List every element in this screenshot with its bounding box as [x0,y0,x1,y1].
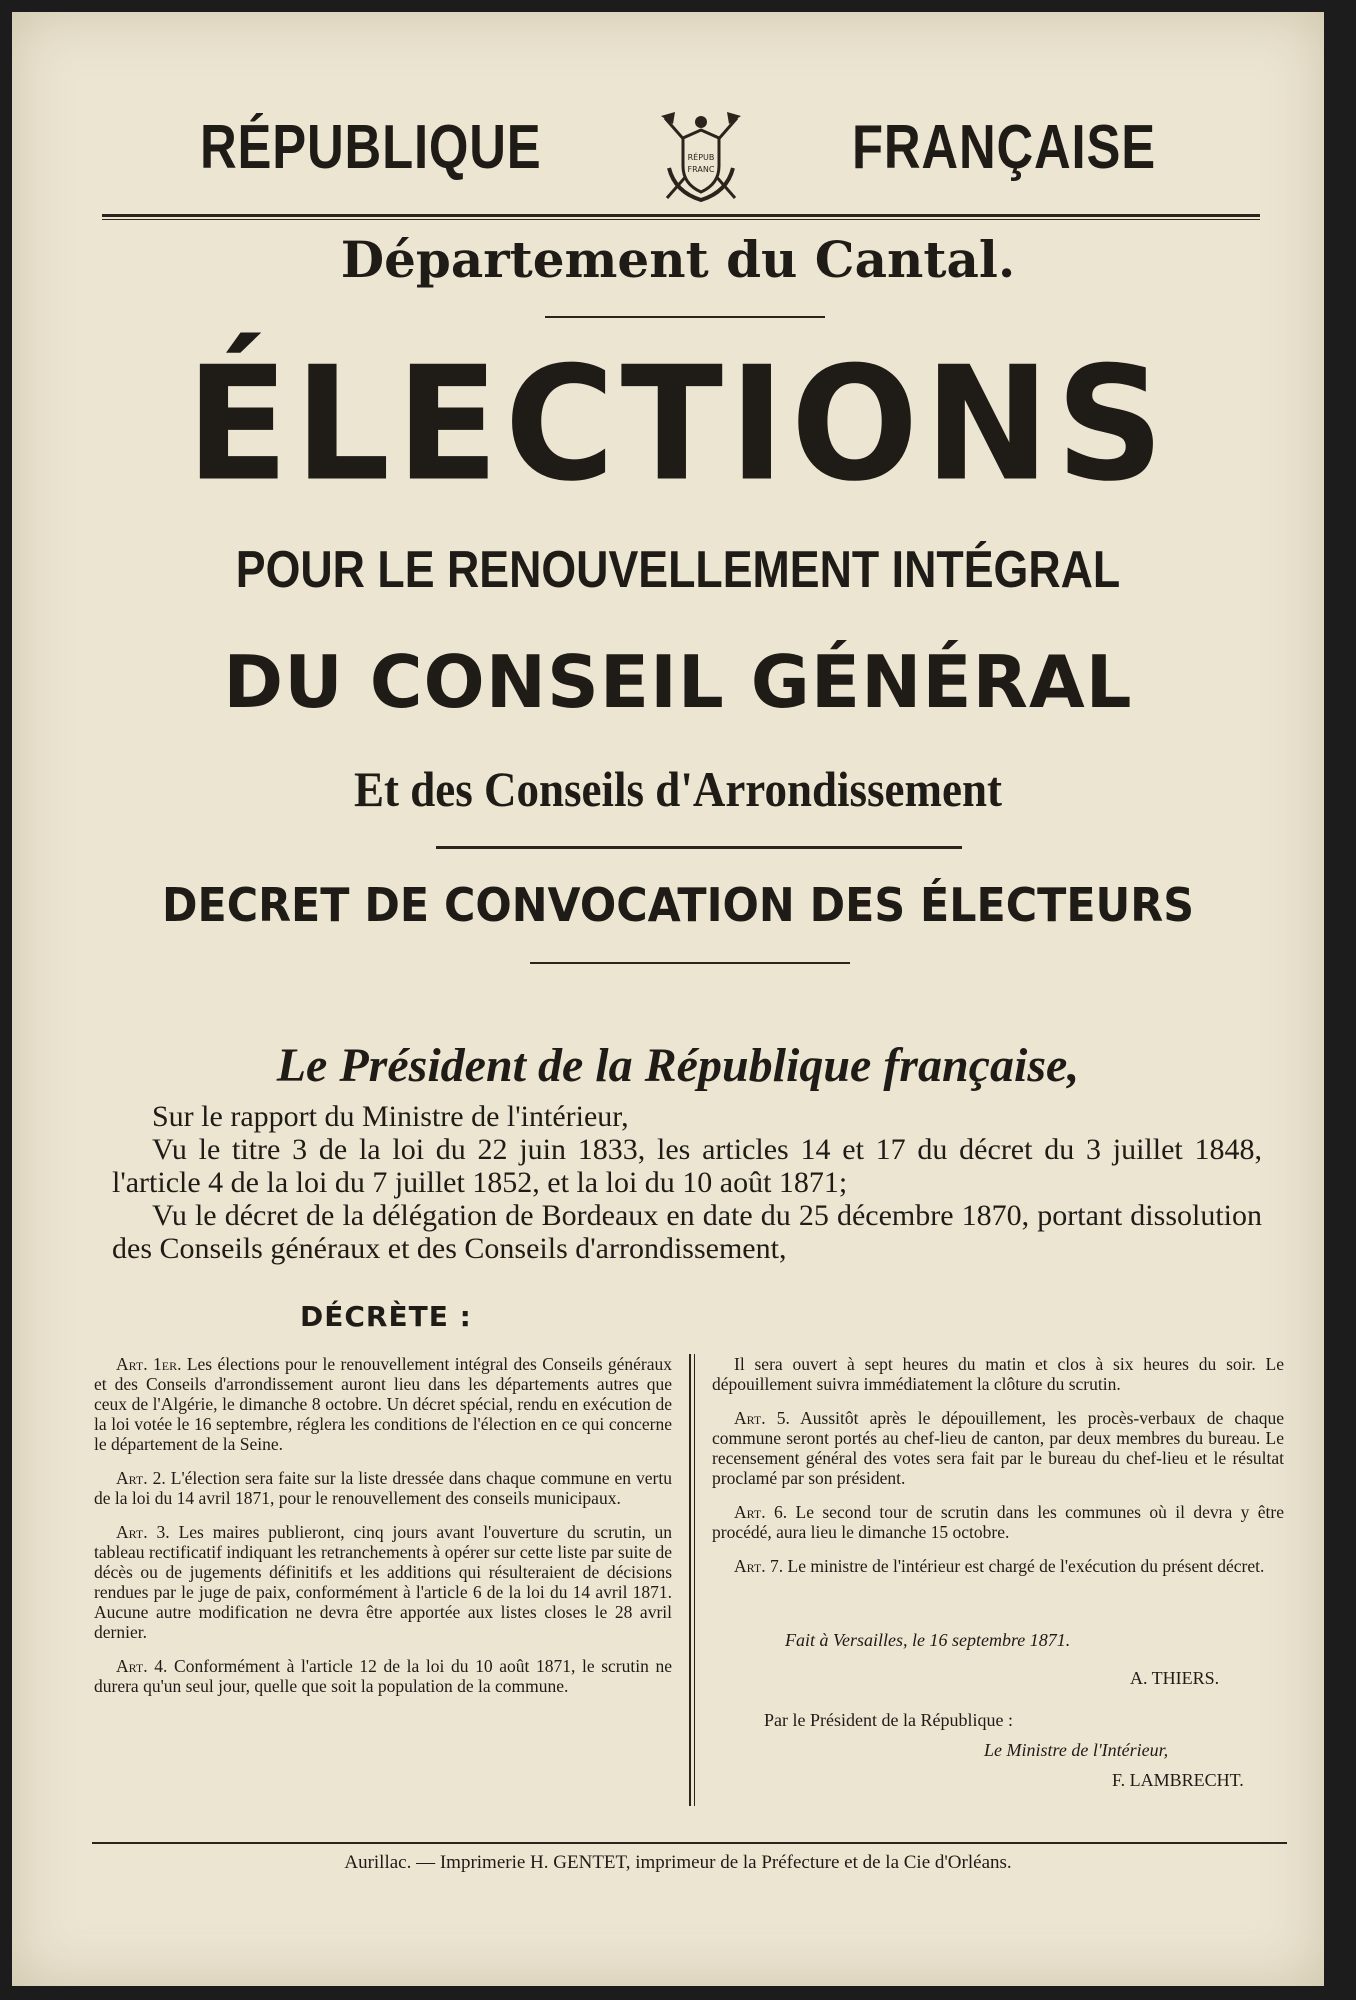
article-6-text: Le second tour de scrutin dans les communes où il devra y être procédé, aura lieu le dimanche 15 octobre. [712,1502,1284,1542]
preamble-line-2: Vu le titre 3 de la loi du 22 juin 1833, les articles 14 et 17 du décret du 3 juillet 1848, l'article 4 de la loi du 7 juillet 1852, et la loi du 10 août 1871; [112,1133,1262,1199]
emblem-text-1: RÉPUB [687,153,715,162]
emblem-text-2: FRANC [687,165,715,174]
article-3 [94,1522,672,1642]
decree-heading: DECRET DE CONVOCATION DES ÉLECTEURS [161,878,1195,932]
article-7-text: Le ministre de l'intérieur est chargé de l'exécution du présent décret. [787,1556,1265,1576]
header-rule [102,214,1260,217]
preamble [112,1100,1262,1265]
header-right-word: FRANÇAISE [852,113,1156,182]
department-title: Département du Cantal. [340,230,1016,289]
article-4-cont-text: Il sera ouvert à sept heures du matin et clos à six heures du soir. Le dépouillement suivra immédiatement la clôture du scrutin. [712,1354,1284,1394]
decree-rule [530,962,850,964]
preamble-line-1: Sur le rapport du Ministre de l'intérieur, [152,1100,629,1133]
article-2-prefix: Art. 2. [116,1468,166,1488]
subtitle-district-councils: Et des Conseils d'Arrondissement [353,761,1002,817]
signature-signer: A. THIERS. [1130,1668,1220,1688]
article-6-prefix: Art. 6. [734,1502,788,1522]
article-2-text: L'élection sera faite sur la liste dressée dans chaque commune en vertu de la loi du 14 avril 1871, pour le renouvellement des conseils municipaux. [94,1468,672,1508]
articles-left-column [94,1354,672,1710]
signature-minister-name: F. LAMBRECHT. [1112,1770,1244,1790]
subtitle-renewal: POUR LE RENOUVELLEMENT INTÉGRAL [235,541,1121,599]
article-2 [94,1468,672,1508]
republic-emblem-icon [655,108,747,208]
article-3-text: Les maires publieront, cinq jours avant l'ouverture du scrutin, un tableau rectificatif indiquant les retranchements à opérer sur cette liste par suite de décès ou de jugements définitifs et les additions qui résulteraient de décisions rendues par le juge de paix, conformément à l'article 6 de la loi du 14 avril 1871. Aucune autre modification ne devra être apportée aux listes closes le 28 avril dernier. [94,1522,672,1642]
article-6 [712,1502,1284,1542]
header-rule-thin [102,219,1260,220]
article-4-prefix: Art. 4. [116,1656,168,1676]
article-1-text: Les élections pour le renouvellement intégral des Conseils généraux et des Conseils d'arrondissement auront lieu dans les départements autres que ceux de l'Algérie, le dimanche 8 octobre. Un décret spécial, rendu en exécution de la loi votée le 16 septembre, réglera les conditions de l'élection en ce qui concerne le département de la Seine. [94,1354,673,1454]
article-7-prefix: Art. 7. [734,1556,784,1576]
article-1-prefix: Art. 1er. [116,1354,182,1374]
signature-minister-title: Le Ministre de l'Intérieur, [984,1740,1169,1760]
article-5 [712,1408,1284,1488]
footer-rule [92,1842,1287,1844]
signature-by-president: Par le Président de la République : [764,1710,1013,1730]
article-7 [712,1556,1284,1576]
article-4 [94,1656,672,1696]
department-rule [545,316,825,318]
article-4-text: Conformément à l'article 12 de la loi du 10 août 1871, le scrutin ne durera qu'un seul jour, quelle que soit la population de la commune. [94,1656,672,1696]
article-5-prefix: Art. 5. [734,1408,790,1428]
article-1 [94,1354,672,1454]
preamble-line-3: Vu le décret de la délégation de Bordeaux en date du 25 décembre 1870, portant dissolution des Conseils généraux et des Conseils d'arrondissement, [112,1199,1262,1265]
signature-place-date: Fait à Versailles, le 16 septembre 1871. [785,1630,1071,1650]
main-title: ÉLECTIONS [186,333,1170,517]
column-divider-1 [689,1354,691,1806]
article-4-continued [712,1354,1284,1394]
decrete-heading: DÉCRÈTE : [300,1300,472,1333]
section-rule [436,846,962,849]
printer-footer: Aurillac. — Imprimerie H. GENTET, imprimeur de la Préfecture et de la Cie d'Orléans. [344,1852,1012,1873]
subtitle-general-council: DU CONSEIL GÉNÉRAL [223,640,1133,724]
column-divider-2 [694,1354,695,1806]
article-3-prefix: Art. 3. [116,1522,170,1542]
president-line: Le Président de la République française, [276,1039,1080,1092]
header-left-word: RÉPUBLIQUE [200,113,542,182]
articles-right-column [712,1354,1284,1590]
article-5-text: Aussitôt après le dépouillement, les procès-verbaux de chaque commune seront portés au chef-lieu de canton, par deux membres du bureau. Le recensement général des votes sera fait par le bureau du chef-lieu et le résultat proclamé par son président. [712,1408,1284,1488]
